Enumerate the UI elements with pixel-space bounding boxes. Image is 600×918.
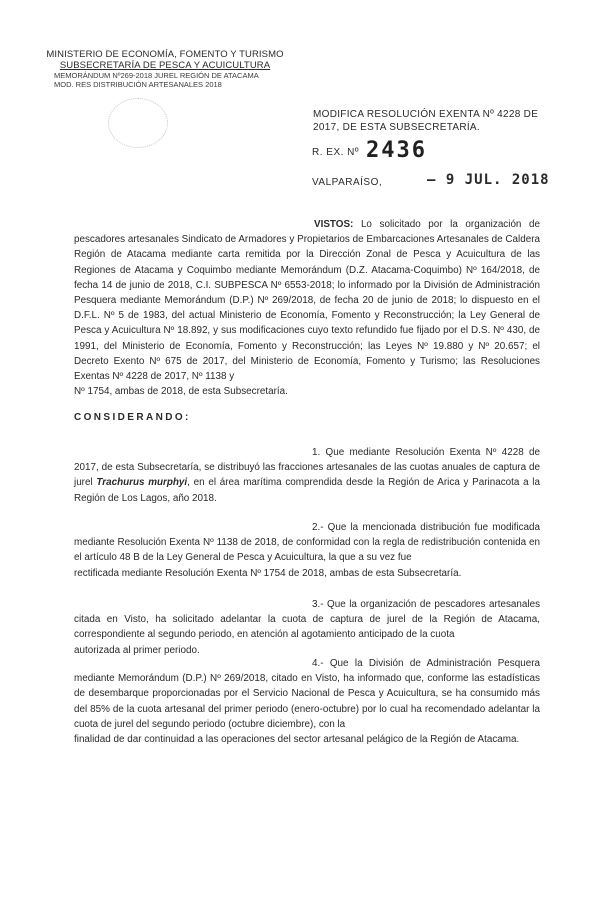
undersecretariat-name: SUBSECRETARÍA DE PESCA Y ACUICULTURA <box>59 60 271 71</box>
letterhead <box>40 49 290 89</box>
considerando-heading: CONSIDERANDO: <box>74 412 191 423</box>
vistos-paragraph <box>74 217 540 399</box>
memo-reference: MEMORÁNDUM Nº269-2018 JUREL REGIÓN DE ATACAMA <box>54 71 259 80</box>
considerando-paragraph-1 <box>74 445 540 506</box>
place: VALPARAÍSO, <box>312 177 383 188</box>
p1-intro: 1. Que mediante Resolución Exenta Nº 4228 de 2017, de esta Subsecretaría, se distribuyó las fracciones artesanales de las cuotas anuales de captura de jurel <box>74 447 540 489</box>
p2-tail: rectificada mediante Resolución Exenta Nº 1754 de 2018, ambas de esta Subsecretaría. <box>74 567 462 579</box>
document-subject: MODIFICA RESOLUCIÓN EXENTA Nº 4228 DE 2017, DE ESTA SUBSECRETARÍA. <box>313 109 539 133</box>
stamped-date: – 9 JUL. 2018 <box>427 172 550 188</box>
resolution-number: 2436 <box>366 138 427 163</box>
p4-text: 4.- Que la División de Administración Pesquera mediante Memorándum (D.P.) Nº 269/2018, citado en Visto, ha informado que, conforme las estadísticas de desembarque proporcionadas por el Servicio Nacional de Pesca y Acuicultura, se ha consumido más del 85% de la cuota artesanal del primer periodo (enero-octubre) por lo cual ha recomendado adelantar la cuota de jurel del segundo periodo (octubre diciembre), con la <box>74 658 540 730</box>
p1-species: Trachurus murphyi <box>96 477 188 489</box>
ministry-name: MINISTERIO DE ECONOMÍA, FOMENTO Y TURISMO <box>46 49 284 60</box>
faded-stamp <box>108 98 168 148</box>
considerando-paragraph-2 <box>74 520 540 581</box>
p3-text: 3.- Que la organización de pescadores artesanales citada en Visto, ha solicitado adelantar la cuota de captura de jurel de la Región de Atacama, correspondiente al segundo periodo, en atención al agotamiento anticipado de la cuota <box>74 599 540 641</box>
considerando-paragraph-3 <box>74 597 540 658</box>
p3-tail: autorizada al primer periodo. <box>74 644 200 656</box>
vistos-tail: Nº 1754, ambas de 2018, de esta Subsecretaría. <box>74 386 288 398</box>
resolution-label: R. EX. Nº <box>312 147 360 158</box>
vistos-lead: VISTOS: <box>314 219 354 230</box>
considerando-paragraph-4 <box>74 656 540 747</box>
p4-tail: finalidad de dar continuidad a las operaciones del sector artesanal pelágico de la Región de Atacama. <box>74 734 520 746</box>
modification-reference: MOD. RES DISTRIBUCIÓN ARTESANALES 2018 <box>54 80 222 89</box>
p2-text: 2.- Que la mencionada distribución fue modificada mediante Resolución Exenta Nº 1138 de 2018, de conformidad con la regla de redistribución contenida en el artículo 48 B de la Ley General de Pesca y Acuicultura, la que a su vez fue <box>74 522 540 564</box>
p1-rest: , en el área marítima comprendida desde la Región de Arica y Parinacota a la Región de Los Lagos, año 2018. <box>74 477 540 504</box>
vistos-text: Lo solicitado por la organización de pescadores artesanales Sindicato de Armadores y Propietarios de Embarcaciones Artesanales de Caldera Región de Atacama mediante carta remitida por la Dirección Zonal de Pesca y Acuicultura de las Regiones de Atacama y Coquimbo mediante Memorándum (D.Z. Atacama-Coquimbo) Nº 164/2018, de fecha 14 de junio de 2018, C.I. SUBPESCA Nº 6553-2018; lo informado por la División de Administración Pesquera mediante Memorándum (D.P.) Nº 269/2018, de fecha 20 de junio de 2018; lo dispuesto en el D.F.L. Nº 5 de 1983, del actual Ministerio de Economía, Fomento y Reconstrucción; la Ley General de Pesca y Acuicultura Nº 18.892, y sus modificaciones cuyo texto refundido fue fijado por el D.S. Nº 430, de 1991, del Ministerio de Economía, Fomento y Reconstrucción; las Leyes Nº 19.880 y Nº 20.657; el Decreto Exento Nº 675 de 2017, del Ministerio de Economía, Fomento y Turismo; las Resoluciones Exentas Nº 4228 de 2017, Nº 1138 y <box>74 219 541 383</box>
